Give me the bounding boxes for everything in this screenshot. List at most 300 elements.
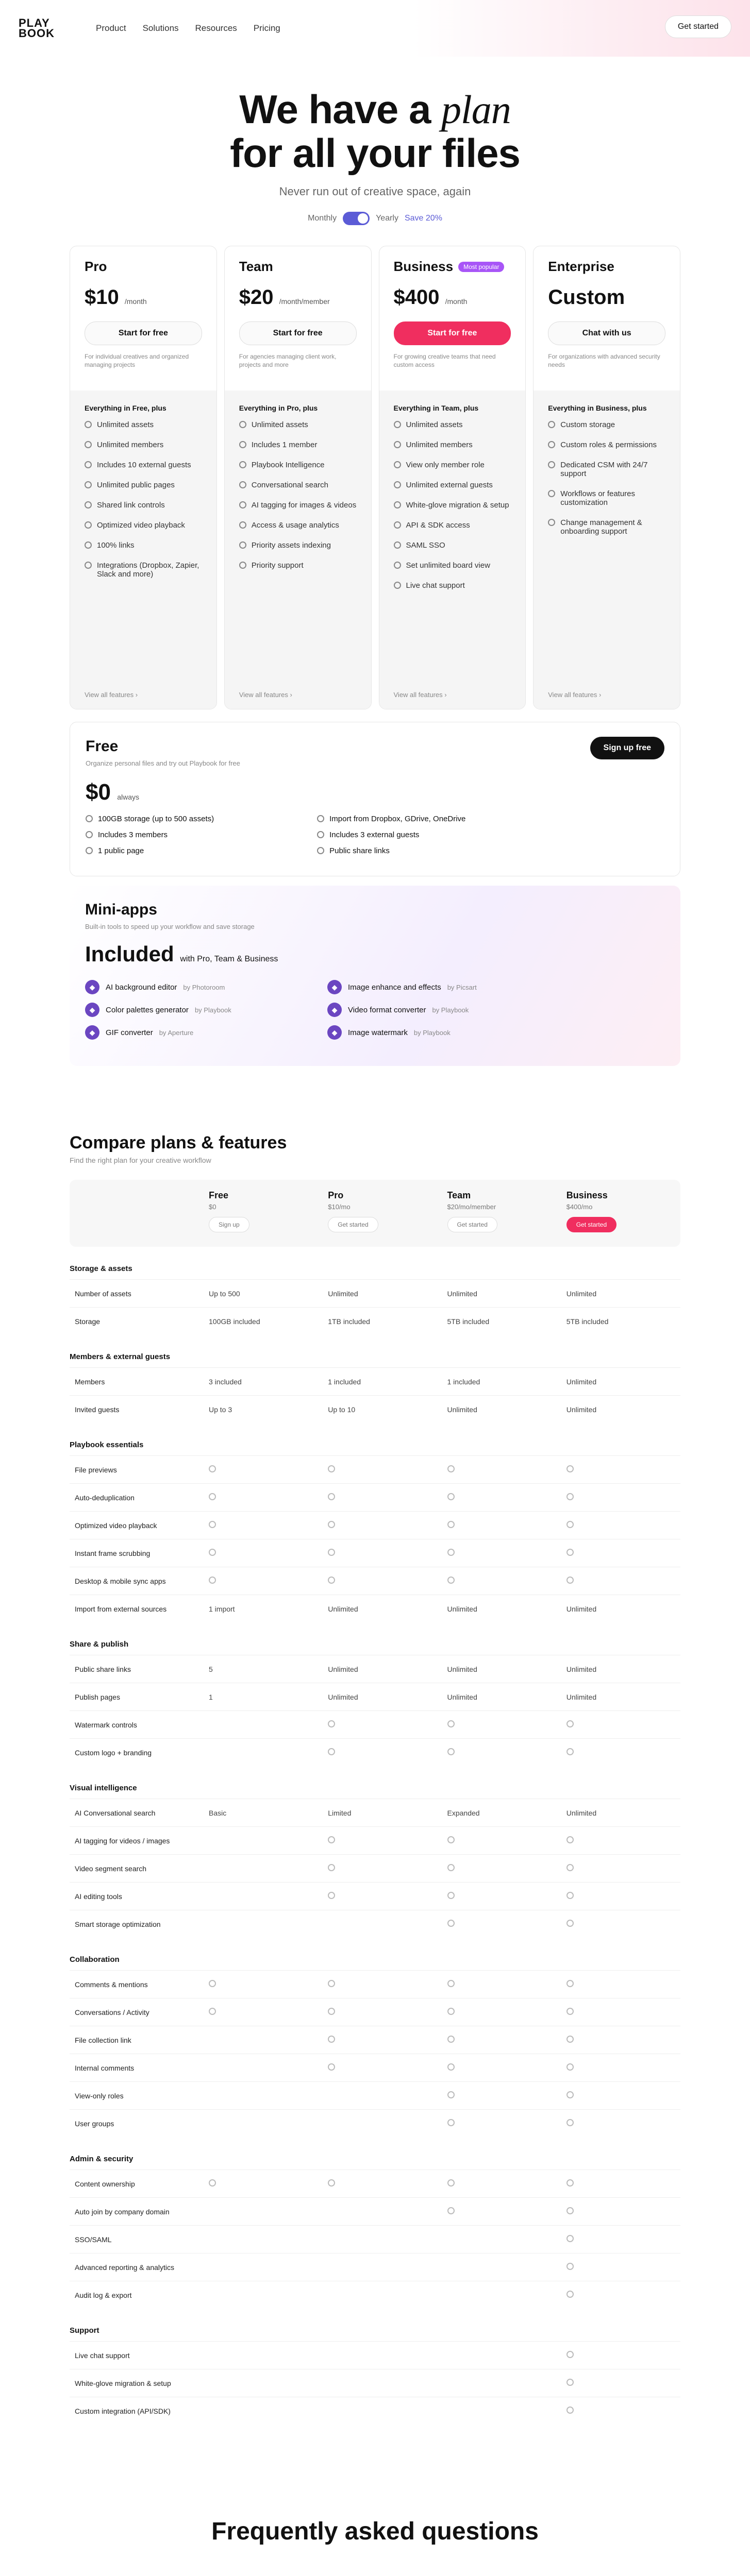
plan-features bbox=[534, 391, 680, 709]
compare-plan-name: Free bbox=[209, 1190, 229, 1200]
mini-app-item[interactable] bbox=[327, 1003, 549, 1017]
plan-description: For agencies managing client work, projects and more bbox=[239, 353, 337, 368]
compare-cell bbox=[323, 1892, 442, 1901]
free-feature bbox=[317, 815, 465, 823]
view-all-features-link[interactable]: View all features › bbox=[393, 691, 447, 699]
get-started-button[interactable]: Get started bbox=[665, 15, 731, 38]
free-features-b bbox=[317, 815, 465, 862]
feature-item bbox=[548, 518, 665, 536]
feature-label: Optimized video playback bbox=[97, 521, 185, 530]
feature-label: Unlimited members bbox=[406, 440, 473, 449]
compare-cell: Unlimited bbox=[328, 1665, 358, 1673]
nav-product[interactable]: Product bbox=[96, 23, 126, 33]
included-icon bbox=[447, 1864, 455, 1871]
compare-cell bbox=[561, 2063, 680, 2072]
faq-list bbox=[164, 2571, 587, 2576]
mini-app-vendor: by Picsart bbox=[447, 983, 477, 991]
check-icon bbox=[86, 815, 93, 822]
feature-item bbox=[85, 521, 202, 530]
included-icon bbox=[566, 1980, 574, 1987]
compare-cell bbox=[561, 1720, 680, 1729]
feature-label: Workflows or features customization bbox=[560, 489, 636, 507]
compare-cell bbox=[442, 1493, 561, 1502]
compare-cell bbox=[442, 1549, 561, 1557]
included-icon bbox=[566, 1521, 574, 1528]
compare-cell bbox=[323, 2179, 442, 2188]
feature-item bbox=[394, 561, 511, 570]
compare-section-title: Collaboration bbox=[70, 1955, 120, 1964]
mini-app-item[interactable] bbox=[327, 1025, 549, 1040]
view-all-features-link[interactable]: View all features › bbox=[239, 691, 292, 699]
compare-row-label: Public share links bbox=[75, 1665, 131, 1673]
check-icon bbox=[548, 421, 555, 428]
free-feature-label: 100GB storage (up to 500 assets) bbox=[98, 815, 214, 823]
check-icon bbox=[239, 541, 246, 549]
faq-item[interactable] bbox=[164, 2571, 587, 2576]
mini-app-name: Image watermark bbox=[348, 1028, 408, 1037]
plan-card-team bbox=[224, 246, 372, 709]
check-icon bbox=[86, 831, 93, 838]
compare-cell: Unlimited bbox=[566, 1692, 597, 1701]
included-icon bbox=[566, 2351, 574, 2358]
compare-cta-button[interactable]: Get started bbox=[566, 1217, 616, 1232]
compare-row bbox=[70, 1539, 680, 1567]
compare-plan-price: $20/mo/member bbox=[447, 1203, 496, 1211]
compare-cell: Basic bbox=[209, 1808, 227, 1817]
check-icon bbox=[548, 461, 555, 468]
compare-cell bbox=[561, 1521, 680, 1530]
plan-name: Business Most popular bbox=[394, 259, 511, 275]
nav-solutions[interactable]: Solutions bbox=[142, 23, 179, 33]
compare-row bbox=[70, 1455, 680, 1483]
app-icon: ◆ bbox=[85, 1025, 99, 1040]
plan-card-business bbox=[379, 246, 526, 709]
compare-plan-price: $400/mo bbox=[566, 1203, 593, 1211]
nav-pricing[interactable]: Pricing bbox=[253, 23, 280, 33]
compare-cell bbox=[442, 2063, 561, 2072]
compare-row bbox=[70, 2197, 680, 2225]
compare-row bbox=[70, 1826, 680, 1854]
check-icon bbox=[239, 461, 246, 468]
compare-plan-price: $0 bbox=[209, 1203, 216, 1211]
included-icon bbox=[447, 2119, 455, 2126]
hero bbox=[0, 57, 750, 225]
included-icon bbox=[447, 1577, 455, 1584]
top-nav bbox=[0, 0, 750, 57]
compare-cell: Unlimited bbox=[328, 1692, 358, 1701]
feature-label: Custom storage bbox=[560, 420, 615, 429]
check-icon bbox=[85, 541, 92, 549]
save-badge: Save 20% bbox=[404, 214, 442, 223]
included-icon bbox=[328, 1720, 335, 1727]
billing-switch[interactable] bbox=[343, 212, 370, 225]
included-icon bbox=[566, 2063, 574, 2071]
included-icon bbox=[566, 1549, 574, 1556]
included-icon bbox=[328, 2008, 335, 2015]
compare-col-team bbox=[442, 1190, 561, 1236]
compare-row-label: Custom integration (API/SDK) bbox=[75, 2406, 171, 2415]
feature-item bbox=[394, 521, 511, 530]
feature-item bbox=[239, 481, 357, 489]
feature-label: AI tagging for images & videos bbox=[251, 501, 357, 510]
feature-item bbox=[394, 420, 511, 429]
hero-title: We have a plan for all your files bbox=[230, 87, 520, 176]
compare-cell: Unlimited bbox=[447, 1405, 477, 1414]
app-icon: ◆ bbox=[85, 1003, 99, 1017]
compare-row-label: File collection link bbox=[75, 2036, 131, 2044]
compare-row bbox=[70, 2054, 680, 2081]
compare-row-label: Live chat support bbox=[75, 2351, 130, 2360]
plan-price: $10 /month bbox=[85, 286, 147, 309]
compare-row bbox=[70, 2026, 680, 2054]
compare-row-label: Optimized video playback bbox=[75, 1521, 157, 1530]
free-subtitle: Organize personal files and try out Playbook for free bbox=[86, 759, 240, 767]
compare-row-label: Number of assets bbox=[75, 1289, 131, 1298]
compare-header bbox=[70, 1180, 680, 1247]
feature-label: Custom roles & permissions bbox=[560, 440, 657, 449]
mini-app-name: Video format converter bbox=[348, 1005, 426, 1014]
compare-cell bbox=[561, 2379, 680, 2387]
compare-row-label: File previews bbox=[75, 1465, 117, 1474]
included-icon bbox=[566, 1864, 574, 1871]
compare-section-title: Playbook essentials bbox=[70, 1440, 144, 1449]
compare-row bbox=[70, 1367, 680, 1395]
check-icon bbox=[85, 562, 92, 569]
mini-app-vendor: by Aperture bbox=[159, 1028, 194, 1037]
compare-row bbox=[70, 1595, 680, 1622]
compare-row bbox=[70, 1511, 680, 1539]
included-icon bbox=[328, 2179, 335, 2187]
compare-row bbox=[70, 1279, 680, 1307]
features-heading: Everything in Pro, plus bbox=[239, 404, 318, 412]
mini-app-vendor: by Photoroom bbox=[183, 983, 225, 991]
feature-label: Change management & onboarding support bbox=[560, 518, 642, 536]
free-feature-label: Public share links bbox=[329, 846, 390, 855]
compare-cell: 1 import bbox=[209, 1604, 235, 1613]
free-feature-label: Includes 3 external guests bbox=[329, 831, 420, 839]
feature-label: Integrations (Dropbox, Zapier, Slack and more) bbox=[97, 561, 199, 579]
compare-row-label: Comments & mentions bbox=[75, 1980, 148, 1989]
free-feature-label: Includes 3 members bbox=[98, 831, 168, 839]
included-icon bbox=[209, 1980, 216, 1987]
mini-app-item[interactable] bbox=[85, 1025, 307, 1040]
free-feature bbox=[86, 831, 214, 839]
compare-cell: Unlimited bbox=[566, 1604, 597, 1613]
feature-item bbox=[85, 541, 202, 550]
compare-cell bbox=[442, 1465, 561, 1474]
compare-cell: 100GB included bbox=[209, 1317, 260, 1326]
compare-cell bbox=[442, 2036, 561, 2044]
compare-row bbox=[70, 1799, 680, 1826]
included-icon bbox=[447, 2179, 455, 2187]
compare-cell bbox=[442, 1980, 561, 1989]
compare-cell: Unlimited bbox=[447, 1692, 477, 1701]
included-icon bbox=[566, 2119, 574, 2126]
plan-top bbox=[225, 246, 371, 391]
monthly-label[interactable]: Monthly bbox=[308, 214, 337, 223]
mini-apps-subtitle: Built-in tools to speed up your workflow and save storage bbox=[85, 923, 255, 930]
compare-cell bbox=[561, 2008, 680, 2016]
mini-apps bbox=[70, 886, 680, 1066]
compare-cell bbox=[323, 2008, 442, 2016]
compare-cell bbox=[442, 2008, 561, 2016]
compare-cell bbox=[323, 1748, 442, 1757]
compare-cell: Unlimited bbox=[566, 1289, 597, 1298]
included-icon bbox=[209, 1521, 216, 1528]
compare-cell bbox=[442, 1892, 561, 1901]
feature-item bbox=[239, 521, 357, 530]
included-icon bbox=[328, 1748, 335, 1755]
app-icon: ◆ bbox=[85, 980, 99, 994]
free-title: Free bbox=[86, 738, 119, 755]
compare-row-label: User groups bbox=[75, 2119, 114, 2128]
compare-cell bbox=[204, 1577, 323, 1585]
compare-cell bbox=[323, 1980, 442, 1989]
included-icon bbox=[328, 1980, 335, 1987]
plan-cards bbox=[70, 246, 680, 709]
check-icon bbox=[85, 421, 92, 428]
nav-menu bbox=[96, 23, 280, 33]
compare-cell bbox=[561, 2036, 680, 2044]
compare-row-label: Conversations / Activity bbox=[75, 2008, 149, 2016]
included-icon bbox=[209, 1549, 216, 1556]
billing-toggle bbox=[0, 212, 750, 225]
compare-cell bbox=[561, 2263, 680, 2272]
check-icon bbox=[394, 461, 401, 468]
included-icon bbox=[447, 2207, 455, 2214]
compare-cell bbox=[442, 2207, 561, 2216]
nav-resources[interactable]: Resources bbox=[195, 23, 237, 33]
popular-badge: Most popular bbox=[458, 262, 504, 272]
feature-label: Unlimited assets bbox=[251, 420, 308, 429]
check-icon bbox=[317, 815, 324, 822]
compare-cell bbox=[561, 2406, 680, 2415]
feature-list bbox=[394, 420, 511, 590]
compare-cell bbox=[442, 1720, 561, 1729]
feature-label: API & SDK access bbox=[406, 521, 470, 530]
included-icon bbox=[328, 1864, 335, 1871]
check-icon bbox=[86, 847, 93, 854]
feature-item bbox=[85, 561, 202, 579]
free-feature-label: 1 public page bbox=[98, 846, 144, 855]
included-icon bbox=[328, 1892, 335, 1899]
feature-item bbox=[239, 420, 357, 429]
included-icon bbox=[566, 2091, 574, 2098]
included-icon bbox=[209, 1577, 216, 1584]
compare-row bbox=[70, 1710, 680, 1738]
check-icon bbox=[239, 521, 246, 529]
included-icon bbox=[447, 2091, 455, 2098]
included-icon bbox=[566, 1748, 574, 1755]
feature-label: View only member role bbox=[406, 461, 485, 469]
mini-app-name: GIF converter bbox=[106, 1028, 153, 1037]
mini-app-vendor: by Playbook bbox=[194, 1006, 231, 1014]
included-icon bbox=[566, 2036, 574, 2043]
plan-description: For organizations with advanced security needs bbox=[548, 353, 660, 368]
free-feature bbox=[317, 846, 465, 855]
feature-item bbox=[239, 440, 357, 449]
compare-cta-button[interactable]: Get started bbox=[328, 1217, 378, 1232]
included-icon bbox=[447, 1892, 455, 1899]
check-icon bbox=[317, 831, 324, 838]
compare-row-label: Content ownership bbox=[75, 2179, 135, 2188]
compare-cell bbox=[561, 2179, 680, 2188]
mini-app-item[interactable] bbox=[327, 980, 549, 994]
compare-section-title: Share & publish bbox=[70, 1640, 129, 1649]
check-icon bbox=[85, 481, 92, 488]
feature-label: Shared link controls bbox=[97, 501, 165, 510]
feature-item bbox=[85, 501, 202, 510]
included-icon bbox=[566, 2207, 574, 2214]
feature-label: White-glove migration & setup bbox=[406, 501, 509, 510]
included-icon bbox=[566, 2263, 574, 2270]
mini-apps-included: Included with Pro, Team & Business bbox=[85, 942, 278, 966]
compare-cell bbox=[323, 2063, 442, 2072]
compare-cell: Unlimited bbox=[447, 1665, 477, 1673]
check-icon bbox=[394, 501, 401, 509]
compare-row-label: Smart storage optimization bbox=[75, 1920, 161, 1928]
check-icon bbox=[394, 421, 401, 428]
view-all-features-link[interactable]: View all features › bbox=[548, 691, 602, 699]
compare-row bbox=[70, 1882, 680, 1910]
check-icon bbox=[548, 441, 555, 448]
compare-cell bbox=[561, 1577, 680, 1585]
included-icon bbox=[566, 2008, 574, 2015]
included-icon bbox=[447, 1549, 455, 1556]
compare-cell: Unlimited bbox=[566, 1808, 597, 1817]
compare-plan-name: Pro bbox=[328, 1190, 344, 1200]
feature-item bbox=[85, 420, 202, 429]
feature-item bbox=[394, 541, 511, 550]
compare-cta-button[interactable]: Sign up bbox=[209, 1217, 249, 1232]
feature-label: Unlimited members bbox=[97, 440, 164, 449]
compare-cell: 5TB included bbox=[566, 1317, 609, 1326]
plan-description: For growing creative teams that need custom access bbox=[393, 353, 496, 368]
compare-cell: Unlimited bbox=[447, 1289, 477, 1298]
included-icon bbox=[209, 1465, 216, 1472]
compare-row-label: Storage bbox=[75, 1317, 101, 1326]
compare-cell bbox=[323, 1493, 442, 1502]
compare-cell: 1 bbox=[209, 1692, 213, 1701]
plan-card-enterprise bbox=[533, 246, 680, 709]
plan-cta-button[interactable]: Start for free bbox=[394, 321, 511, 345]
plan-top bbox=[534, 246, 680, 391]
mini-app-item[interactable] bbox=[85, 1003, 307, 1017]
check-icon bbox=[239, 562, 246, 569]
plan-cta-button[interactable]: Chat with us bbox=[548, 321, 665, 345]
included-icon bbox=[209, 2008, 216, 2015]
included-icon bbox=[447, 1748, 455, 1755]
check-icon bbox=[239, 441, 246, 448]
mini-app-name: AI background editor bbox=[106, 982, 177, 992]
compare-cta-button[interactable]: Get started bbox=[447, 1217, 497, 1232]
feature-item bbox=[548, 420, 665, 429]
compare-row bbox=[70, 1970, 680, 1998]
plan-top bbox=[70, 246, 216, 391]
free-feature bbox=[317, 831, 465, 839]
compare-cell bbox=[561, 2235, 680, 2244]
check-icon bbox=[317, 847, 324, 854]
compare-row-label: Invited guests bbox=[75, 1405, 120, 1414]
compare-plan-price: $10/mo bbox=[328, 1203, 351, 1211]
compare-row bbox=[70, 1655, 680, 1683]
compare-cell: 3 included bbox=[209, 1377, 242, 1386]
plan-cta-button[interactable]: Start for free bbox=[85, 321, 202, 345]
plan-name: Pro bbox=[85, 259, 107, 274]
plan-cta-button[interactable]: Start for free bbox=[239, 321, 357, 345]
check-icon bbox=[548, 490, 555, 497]
check-icon bbox=[85, 521, 92, 529]
compare-cell bbox=[442, 1864, 561, 1873]
included-icon bbox=[566, 1493, 574, 1500]
features-heading: Everything in Free, plus bbox=[85, 404, 166, 412]
check-icon bbox=[548, 519, 555, 526]
compare-row-label: AI editing tools bbox=[75, 1892, 122, 1901]
compare-cell bbox=[561, 2091, 680, 2100]
compare-row bbox=[70, 2109, 680, 2137]
compare-section-title: Admin & security bbox=[70, 2155, 134, 2163]
compare-row-label: Auto-deduplication bbox=[75, 1493, 135, 1502]
compare-section bbox=[70, 1133, 680, 2425]
compare-row-label: View-only roles bbox=[75, 2091, 124, 2100]
compare-cell bbox=[442, 2179, 561, 2188]
compare-row-label: Desktop & mobile sync apps bbox=[75, 1577, 166, 1585]
compare-row-label: Auto join by company domain bbox=[75, 2207, 170, 2216]
compare-title: Compare plans & features bbox=[70, 1133, 287, 1153]
features-heading: Everything in Team, plus bbox=[393, 404, 479, 412]
free-price: $0 always bbox=[86, 779, 139, 805]
playbook-logo[interactable]: PLAY BOOK bbox=[19, 16, 55, 40]
check-icon bbox=[394, 521, 401, 529]
included-icon bbox=[328, 1493, 335, 1500]
mini-app-item[interactable] bbox=[85, 980, 307, 994]
included-icon bbox=[566, 1465, 574, 1472]
compare-cell bbox=[561, 2351, 680, 2360]
plan-features bbox=[225, 391, 371, 709]
free-feature bbox=[86, 846, 214, 855]
compare-cell bbox=[442, 1748, 561, 1757]
feature-item bbox=[394, 461, 511, 469]
compare-row-label: Audit log & export bbox=[75, 2291, 132, 2299]
included-icon bbox=[447, 2008, 455, 2015]
view-all-features-link[interactable]: View all features › bbox=[85, 691, 138, 699]
plan-name: Team bbox=[239, 259, 273, 274]
included-icon bbox=[447, 1836, 455, 1843]
mini-apps-title: Mini-apps bbox=[85, 901, 157, 918]
compare-cell bbox=[561, 1493, 680, 1502]
compare-section-title: Members & external guests bbox=[70, 1352, 171, 1361]
check-icon bbox=[394, 541, 401, 549]
feature-item bbox=[239, 561, 357, 570]
compare-cell bbox=[204, 2008, 323, 2016]
feature-label: Includes 10 external guests bbox=[97, 461, 191, 469]
feature-item bbox=[394, 501, 511, 510]
free-feature-label: Import from Dropbox, GDrive, OneDrive bbox=[329, 815, 466, 823]
included-icon bbox=[447, 1521, 455, 1528]
compare-row bbox=[70, 2341, 680, 2369]
feature-label: 100% links bbox=[97, 541, 135, 550]
faq-title: Frequently asked questions bbox=[211, 2518, 539, 2545]
yearly-label[interactable]: Yearly bbox=[376, 214, 398, 223]
check-icon bbox=[394, 562, 401, 569]
compare-cell bbox=[204, 1521, 323, 1530]
included-icon bbox=[566, 1920, 574, 1927]
included-icon bbox=[566, 2235, 574, 2242]
check-icon bbox=[239, 481, 246, 488]
compare-cell: Unlimited bbox=[328, 1289, 358, 1298]
check-icon bbox=[394, 582, 401, 589]
sign-up-free-button[interactable]: Sign up free bbox=[590, 737, 664, 759]
